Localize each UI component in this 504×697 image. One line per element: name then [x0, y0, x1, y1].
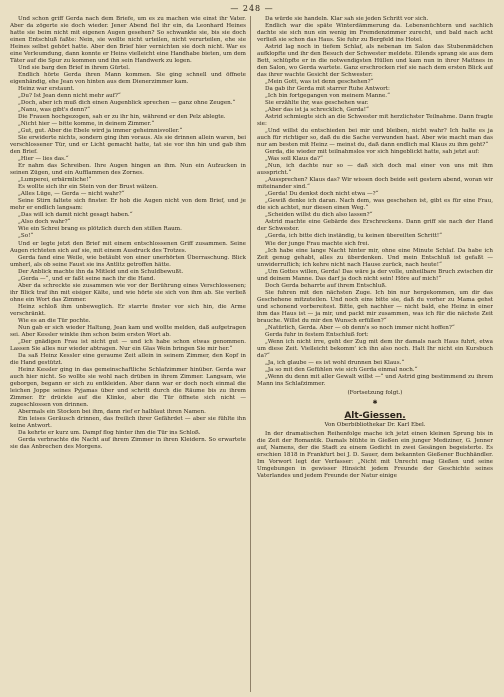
paragraph: „Aussprechen? Klaus das? Wir wissen doch beide seit gestern abend, woran wir miteinander sind.“	[257, 177, 493, 191]
paragraph: „Nicht hier — bitte komme, in deinem Zimmer.“	[18, 121, 155, 128]
paragraph: Sie erwiderte nichts, sondern ging ihm voraus. Als sie drinnen allein waren, bei verschlossener Tür, und er Licht gemacht hatte, tat sie vor ihn hin und gab ihm den Brief.	[10, 135, 246, 156]
paragraph: Wie der junge Frau machte sich frei.	[265, 240, 370, 247]
paragraph: „Du? Ist Jean denn nicht mehr auf?“	[18, 93, 121, 100]
paragraph: „Ich habe eine lange Nacht hinter mir, ohne eine Minute Schlaf. Da habe ich Zeit genug gehabt, alles zu überdenken. Und mein Entschluß ist gefaßt — unwiderruflich; ich kehre nicht nach Hause zurück, nach heute!“	[257, 247, 493, 268]
paragraph: „Ich bin fortgegangen von meinem Manne.“	[265, 93, 390, 100]
paragraph: Sie erzählte ihr, was geschehen war.	[265, 100, 369, 107]
paragraph: Da würde sie handeln. Klar sah sie jeden Schritt vor sich.	[265, 16, 429, 22]
paragraph: Astrid lag noch in tiefem Schlaf, als nebenan im Salon das Stubenmädchen aufklopfte und ihr den Besuch der Schwester meldete. Eilends sprang sie aus dem Bett, schlüpfte er in die notwendigsten Hüllen und kam nun in ihrer Mattnes in den Salon, wo Gerda wartete. Ganz erschrocken rief sie nach dem ersten Blick auf das ihrer wachte Gesicht der Schwester:	[257, 44, 493, 79]
paragraph: „Ja, ich glaube — es ist wohl drunnen bei Klaus.“	[265, 359, 405, 366]
paragraph: „Gerda, ich bitte dich inständig, tu keinen übereilten Schritt!“	[265, 233, 442, 240]
paragraph: Aber da schreckte sie zusammen wie vor der Berührung eines Verschlossenen; ihr Blick traf ihn mit eisiger Kälte, und wie hörte sie sich von ihm ab. Sie verließ ohne ein Wort das Zimmer.	[10, 282, 246, 303]
continuation-note: (Fortsetzung folgt.)	[347, 389, 403, 396]
serial-continuation	[257, 16, 493, 388]
paragraph: „Und willst du entschieden bei mir und bleiben, nicht wahr? Ich halte es ja auch für richtiger so, daß du die Sache verwunden hast. Aber wie macht man das nur am besten mit Heinz — meinst du, daß dann endlich mal Klaus zu ihm geht?“	[257, 128, 493, 149]
paragraph: Und schon griff Gerda nach dem Briefe, um es zu machen wie einst ihr Vater. Aber da zögerte sie doch wieder. Jener Abend fiel ihr ein, da Leonhard Heines hatte sie beim nicht mit eigenen Augen gesehen? So schwankte sie, bis sie doch einen Entschluß faßte: Nein, sie wollte nicht urteilen, nicht verurteilen, ehe sie Heines selbst gehört hatte. Aber den Brief hier vernichten sie doch nicht. War es eine Verleumdung, dann konnte er Heins vielleicht eine Handhabe bieten, um dem Täter auf die Spur zu kommen und ihn sein Handwerk zu legen.	[10, 16, 246, 65]
paragraph: Heinz schloß ihm unbeweglich. Er starrte finster vor sich hin, die Arme verschränkt.	[10, 303, 246, 317]
paragraph: „Gerda —“, und er faßt seine nach ihr die Hand.	[18, 275, 156, 282]
paragraph: Nun gab er sich wieder Haltung, Jean kam und wollte melden, daß aufgetragen sei. Aber Kessler winkte ihm schon beim ersten Wort ab.	[10, 324, 246, 338]
paragraph: „Natürlich, Gerda. Aber — ob denn's so noch immer nicht hoffen?“	[265, 324, 455, 331]
paragraph: „Ja so mit den Gefühlen wie sich Gerda einmal noch.“	[265, 366, 418, 373]
paragraph: Gerda fand eine Weile, wie betäubt von einer unerhörten Überraschung. Blick umherl, als ob seine Faust sie ins Antlitz getroffen hätte.	[10, 254, 246, 268]
paragraph: „Was soll Klaus da?“	[265, 156, 323, 163]
page-number: — 248 —	[230, 4, 274, 13]
paragraph: Seine Stirn faltete sich finster. Er hob die Augen nicht von dem Brief, und je mehr er endlich langsam:	[10, 198, 246, 212]
paragraph: Da kehrte er kurz um. Dampf flog hinter ihm die Tür ins Schloß.	[18, 429, 201, 436]
paragraph: Heinz war erstaunt.	[18, 86, 75, 93]
paragraph: „Gewiß denke ich daran. Nach dem, was geschehen ist, gibt es für eine Frau, die sich achtet, nur diesen einen Weg.“	[257, 198, 493, 212]
paragraph: Doch Gerda beharrte auf ihrem Entschluß.	[265, 282, 387, 289]
paragraph: „Scheiden willst du dich also lassen?“	[265, 212, 373, 219]
left-column	[10, 16, 246, 692]
paragraph: „Mein Gott, was ist denn geschehen?“	[265, 79, 374, 86]
paragraph: Er nahm das Schreiben. Ihre Augen hingen an ihm. Nun ein Aufzucken in seinen Zügen, und ein Aufflammen des Zornes.	[10, 163, 246, 177]
right-column	[257, 16, 493, 692]
paragraph: „Hier — lies das.“	[18, 156, 69, 163]
paragraph: „Gut, gut. Aber die Ebele wird ja immer geheimnisvoller.“	[18, 128, 183, 135]
article-byline: Von Oberbibliothekar Dr. Karl Ebel.	[324, 421, 426, 428]
paragraph: „Alles Lüge, — Gerda — nicht wahr?“	[18, 191, 125, 198]
paragraph: „Aber das ist ja schrecklich, Gerda!“	[265, 107, 369, 114]
paragraph: Der Anblick machte ihn da Mitleid und ein Schuldbewußt.	[18, 268, 184, 275]
paragraph: „Lumperei, erbärmliche!“	[18, 177, 92, 184]
column-divider	[250, 16, 251, 692]
paragraph: Es wollte sich ihr ein Stein von der Brust wälzen.	[18, 184, 158, 191]
paragraph: „Wenn du denn mit aller Gewalt willst —“ und Astrid ging bestimmend zu ihrem Mann ins Schlafzimmer.	[257, 373, 493, 387]
paragraph: Astrid schmiegte sich an die Schwester mit herzlichster Teilnahme. Dann fragte sie:	[257, 114, 493, 128]
paragraph: Gerda fuhr in festem Entschluß fort:	[265, 331, 369, 338]
section-divider: ✱	[372, 398, 378, 406]
paragraph: „Also doch wahr?“	[18, 219, 71, 226]
paragraph: „Um Gottes willen, Gerda! Das wäre ja der volle, unheilbare Bruch zwischen dir und deinem Manne. Das darf ja doch nicht sein! Höre auf mich!“	[257, 268, 493, 282]
paragraph: Astrid machte eine Gebärde des Erschreckens. Dann griff sie nach der Hand der Schwester.	[257, 219, 493, 233]
article-body	[257, 431, 493, 480]
paragraph: Ein leises Geräusch drinnen, das freilich ihrer Gefährdet — aber sie fühlte ihn keine Antwort.	[10, 415, 246, 429]
paragraph: Da gab ihr Gerda mit starrer Ruhe Antwort:	[265, 86, 390, 93]
paragraph: Gerda verbrachte die Nacht auf ihrem Zimmer in ihren Kleidern. So erwartete sie das Anbrechen des Morgens.	[10, 436, 246, 450]
paragraph: „Wenn ich nicht irre, geht der Zug mit dem ihr damals nach Haus fuhrt, etwa um diese Zeit. Vielleicht bekomm' ich ihn also noch. Halt Ihr nicht ein Kursbuch da?“	[257, 338, 493, 359]
paragraph: In der dramatischen Reihenfolge mache ich jetzt einen kleinen Sprung bis in die Zeit der Romantik. Damals blühte in Gießen ein junger Mediziner, G. Jenner auf, Namens, der die Stadt zu einem Gedicht in zwei Gesängen begeisterte. Es erschien 1818 in Frankfurt bei J. D. Sauer, dem bekannten Gießener Buchhändler. Im Vorwort legt der Verfasser: „Nicht mit Unrecht mag Gießen und seine Umgebungen in gewisser Hinsicht jedem Freunde der Geschichte seines Vaterlandes und jedem Freunde der Natur einige	[257, 430, 493, 479]
paragraph: „Nanu, was gibt's denn?“	[18, 107, 91, 114]
paragraph: Gerda, die wieder mit teilnahmslos vor sich hingeblickt hatte, sah jetzt auf:	[265, 149, 480, 156]
paragraph: Die Frauen hochgezogen, sah er zu ihr hin, während er den Pelz ablegte.	[18, 114, 226, 121]
paragraph: Wie es an die Tür pochte.	[18, 317, 91, 324]
paragraph: Heinz Kessler ging in das gemeinschaftliche Schlafzimmer hinüber. Gerda war auch hier nicht. So wollte sie wohl nach drüben in ihrem Zimmer. Langsam, wie geborgen, begann er sich zu entkleiden. Aber dann war er doch noch einmal die leichen Joppe seines Pyjamas über und schritt durch die Räume bis zu ihrem Zimmer. Er drückte auf die Klinke, aber die Tür öffnete sich nicht — zugeschlossen von drinnen.	[10, 366, 246, 408]
article-title: Alt-Giessen.	[344, 410, 406, 421]
paragraph: Wie ein Schrei brang es plötzlich durch den stillen Raum.	[18, 226, 182, 233]
paragraph: „Der gnädigen Frau ist nicht gut — und ich habe schon etwas genommen. Lassen Sie alles nur wieder abtragen. Nur ein Glas Wein bringen Sie mir her.“	[10, 338, 246, 352]
paragraph: Endlich war die späte Winterdämmerung da. Lebensnüchtern und sachlich dachte sie sich nun ein wenig im Fremdenzimmer zurecht, und bald nach acht verließ sie schon das Haus. Sie fuhr zu Bergfeld ins Hotel.	[257, 23, 493, 44]
paragraph: „Nun, ich dachte nur so — daß sich doch mal einer von uns mit ihm ausspricht.“	[257, 163, 493, 177]
paragraph: „Das will ich damit nicht gesagt haben.“	[18, 212, 133, 219]
paragraph: Da saß Heinz Kessler eine geraume Zeit allein in seinem Zimmer, den Kopf in die Hand gestützt.	[10, 352, 246, 366]
paragraph: Abermals ein Stocken bei ihm, dann rief er halblaut ihren Namen.	[18, 408, 206, 415]
paragraph: Und sie barg den Brief in ihrem Gürtel.	[18, 65, 130, 72]
paragraph: „So!“	[18, 233, 34, 240]
paragraph: Endlich hörte Gerda ihren Mann kommen. Sie ging schnell und öffnete eigenhändig, ehe Jean von hinten aus dem Dienerzimmer kam.	[10, 72, 246, 86]
paragraph: „Doch, aber ich muß dich einen Augenblick sprechen — ganz ohne Zeugen.“	[18, 100, 236, 107]
paragraph: „Gerda! Du denkst doch nicht etwa —?“	[265, 191, 379, 198]
paragraph: Und er legte jetzt den Brief mit einem entschlossenen Griff zusammen. Seine Augen richteten sich auf sie, mit einem Ausdruck des Trotzes.	[10, 240, 246, 254]
paragraph: Sie fuhren mit den nächsten Zuge. Ich bin nur hergekommen, um dir das Geschehene mitzuteilen. Und noch eins bitte sie, daß du vorher zu Mama gehst und schonend vorbereitest. Bitte, geh nachher — nicht bald, ehe Heinz in einer ihm das Haus ist — ja mir, und packt mir zusammen, was ich für die nächste Zeit brauche. Willst du mir den Wunsch erfüllen?“	[257, 289, 493, 324]
